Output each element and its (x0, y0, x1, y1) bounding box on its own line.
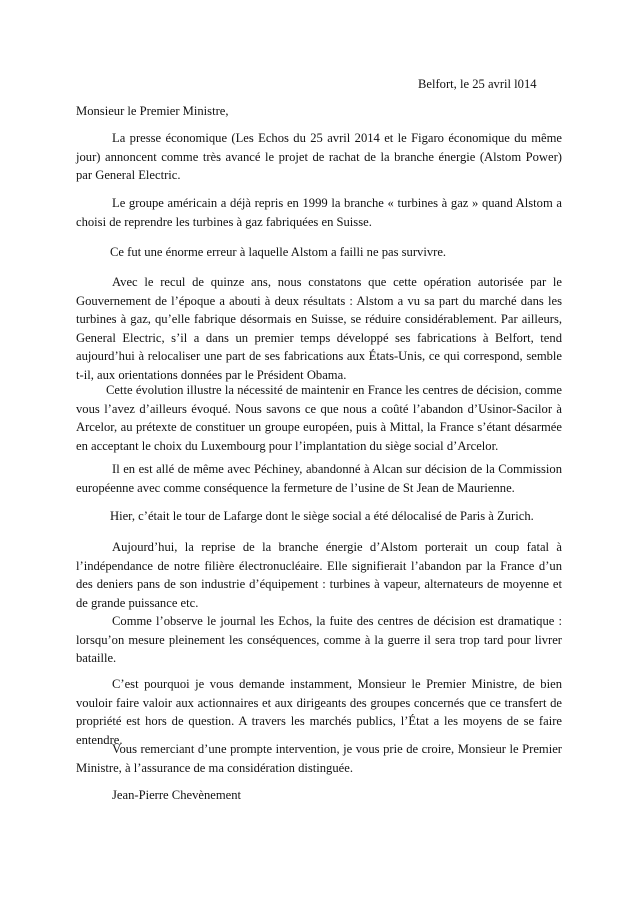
paragraph-9: Comme l’observe le journal les Echos, la fuite des centres de décision est dramatique : lorsqu’on mesure pleinement les conséquences, comme à la guerre il sera trop tard pour livrer bataille. (76, 614, 562, 665)
paragraph-1: La presse économique (Les Echos du 25 avril 2014 et le Figaro économique du même jour) annoncent comme très avancé le projet de rachat de la branche énergie (Alstom Power) par General Electric. (76, 131, 562, 182)
paragraph-2: Le groupe américain a déjà repris en 1999 la branche « turbines à gaz » quand Alstom a choisi de reprendre les turbines à gaz fabriquées en Suisse. (76, 196, 562, 229)
paragraph-11: Vous remerciant d’une prompte intervention, je vous prie de croire, Monsieur le Premier Ministre, à l’assurance de ma considération distinguée. (76, 742, 562, 775)
paragraph-4: Avec le recul de quinze ans, nous constatons que cette opération autorisée par le Gouvernement de l’époque a abouti à deux résultats : Alstom a vu sa part du marché dans les turbines à gaz, qu’elle fabrique désormais en Suisse, se réduire considérablement. Par ailleurs, General Electric, s’il a dans un premier temps développé ses fabrications à Belfort, tend aujourd’hui à relocaliser une part de ses fabrications aux États-Unis, ce qui correspond, semble t-il, aux orientations données par le Président Obama. (76, 275, 562, 382)
paragraph-5: Cette évolution illustre la nécessité de maintenir en France les centres de décision, comme vous l’avez d’ailleurs évoqué. Nous savons ce que nous a coûté l’abandon d’Usinor-Sacilor à Arcelor, au prétexte de constituer un groupe européen, puis à Mittal, la France s’étant désarmée en acceptant le choix du Luxembourg pour l’implantation du siège social d’Arcelor. (76, 383, 562, 453)
letter-salutation: Monsieur le Premier Ministre, (76, 104, 229, 118)
letter-signature: Jean-Pierre Chevènement (112, 788, 242, 802)
paragraph-10: C’est pourquoi je vous demande instamment, Monsieur le Premier Ministre, de bien vouloir faire valoir aux actionnaires et aux dirigeants des groupes concernés que ce transfert de propriété est hors de question. A travers les marchés publics, l’État a les moyens de se faire entendre. (76, 677, 562, 747)
paragraph-6: Il en est allé de même avec Péchiney, abandonné à Alcan sur décision de la Commission européenne avec comme conséquence la fermeture de l’usine de St Jean de Maurienne. (76, 462, 562, 495)
paragraph-3: Ce fut une énorme erreur à laquelle Alstom a failli ne pas survivre. (110, 245, 447, 259)
paragraph-7: Hier, c’était le tour de Lafarge dont le siège social a été délocalisé de Paris à Zurich. (110, 509, 534, 523)
letter-date: Belfort, le 25 avril l014 (418, 77, 537, 91)
paragraph-8: Aujourd’hui, la reprise de la branche énergie d’Alstom porterait un coup fatal à l’indépendance de notre filière électronucléaire. Elle signifierait l’abandon par la France d’un des deniers pans de son industrie d’équipement : turbines à vapeur, alternateurs de moyenne et de grande puissance etc. (76, 540, 562, 610)
